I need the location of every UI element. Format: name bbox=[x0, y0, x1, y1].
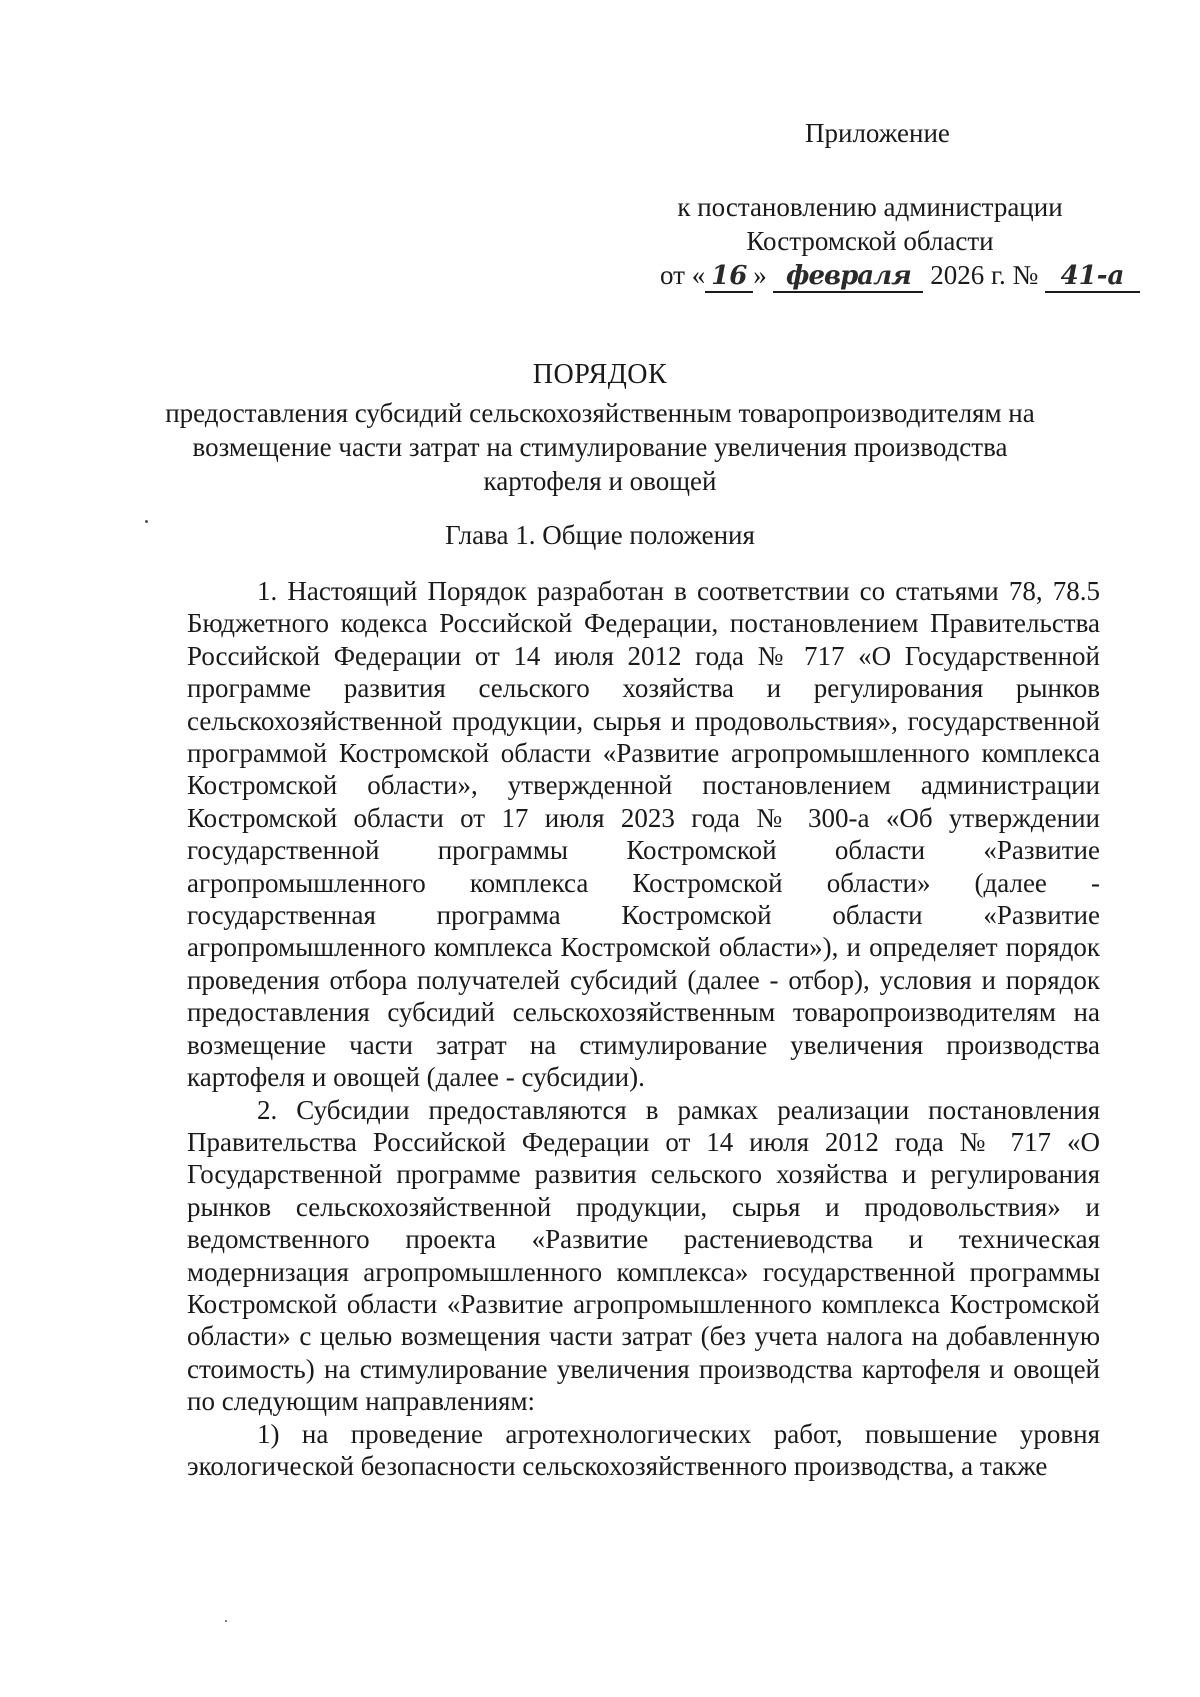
date-prefix: от « bbox=[660, 260, 706, 290]
scan-speck bbox=[225, 1620, 227, 1622]
handwritten-decree-number: 41-а bbox=[1045, 261, 1140, 293]
document-body bbox=[187, 575, 1100, 1482]
decree-reference bbox=[640, 190, 1125, 293]
document-subtitle: предоставления субсидий сельскохозяйственным товаропроизводителям на возмещение части затрат на стимулирование увеличения производства картофеля и овощей bbox=[165, 398, 1035, 496]
appendix-label: Приложение bbox=[805, 118, 950, 148]
handwritten-day: 16 bbox=[705, 261, 753, 293]
decree-date-line bbox=[660, 258, 1125, 293]
decree-line-2: Костромской области bbox=[746, 226, 994, 256]
date-year: 2026 г. № bbox=[930, 260, 1039, 290]
scan-speck bbox=[145, 520, 148, 523]
document-title-block bbox=[150, 358, 1050, 498]
date-quote-close: » bbox=[753, 260, 767, 290]
chapter-heading: Глава 1. Общие положения bbox=[445, 520, 755, 550]
document-title: ПОРЯДОК bbox=[532, 359, 668, 390]
paragraph-1: 1. Настоящий Порядок разработан в соответствии со статьями 78, 78.5 Бюджетного кодекса Российской Федерации, постановлением Правительства Российской Федерации от 14 июля 2012 года № 717 «О Государственной программе развития сельского хозяйства и регулирования рынков сельскохозяйственной продукции, сырья и продовольствия», государственной программой Костромской области «Развитие агропромышленного комплекса Костромской области», утвержденной постановлением администрации Костромской области от 17 июля 2023 года № 300-а «Об утверждении государственной программы Костромской области «Развитие агропромышленного комплекса Костромской области» (далее - государственная программа Костромской области «Развитие агропромышленного комплекса Костромской области»), и определяет порядок проведения отбора получателей субсидий (далее - отбор), условия и порядок предоставления субсидий сельскохозяйственным товаропроизводителям на возмещение части затрат на стимулирование увеличения производства картофеля и овощей (далее - субсидии). bbox=[187, 576, 1100, 1093]
handwritten-month: февраля bbox=[773, 261, 923, 293]
paragraph-3: 1) на проведение агротехнологических работ, повышение уровня экологической безопасности сельскохозяйственного производства, а также bbox=[187, 1418, 1100, 1481]
decree-line-1: к постановлению администрации bbox=[677, 192, 1063, 222]
paragraph-2: 2. Субсидии предоставляются в рамках реализации постановления Правительства Российской Федерации от 14 июля 2012 года № 717 «О Государственной программе развития сельского хозяйства и регулирования рынков сельскохозяйственной продукции, сырья и продовольствия» и ведомственного проекта «Развитие растениеводства и техническая модернизация агропромышленного комплекса» государственной программы Костромской области «Развитие агропромышленного комплекса Костромской области» с целью возмещения части затрат (без учета налога на добавленную стоимость) на стимулирование увеличения производства картофеля и овощей по следующим направлениям: bbox=[187, 1094, 1100, 1417]
